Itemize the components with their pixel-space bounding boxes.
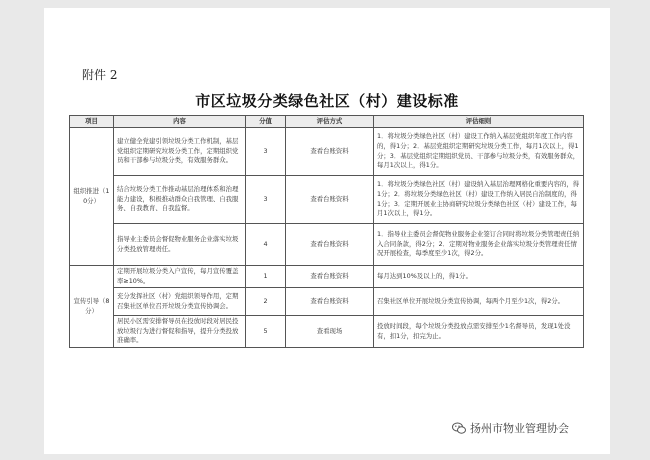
criteria-cell: 投放时间段，每个垃圾分类投放点需安排至少1名督导员，发现1处没有，扣1分，扣完为止。 — [374, 316, 584, 348]
wechat-icon — [452, 422, 466, 435]
watermark-text: 扬州市物业管理协会 — [470, 422, 569, 435]
criteria-cell: 1．指导业主委员会督促物业服务企业签订合同时将垃圾分类管理责任纳入合同条款，得2分；2．定期对物业服务企业落实垃圾分类管理责任情况开展检查，每季度至少1次，得2分。 — [374, 224, 584, 266]
standards-table — [69, 115, 584, 348]
method-cell: 查看台账资料 — [286, 288, 374, 316]
score-cell: 3 — [246, 176, 286, 224]
content-cell: 充分发挥社区（村）党组织领导作用，定期召集社区单位召开垃圾分类宣传协调会。 — [114, 288, 246, 316]
page-title: 市区垃圾分类绿色社区（村）建设标准 — [195, 92, 459, 110]
method-cell: 查看台账资料 — [286, 128, 374, 176]
document-page — [44, 8, 610, 454]
score-cell: 5 — [246, 316, 286, 348]
header-content: 内容 — [114, 116, 246, 128]
criteria-cell: 每月达到10%及以上的，得1分。 — [374, 266, 584, 288]
table-row — [70, 316, 584, 348]
table-row — [70, 176, 584, 224]
method-cell: 查看台账资料 — [286, 266, 374, 288]
criteria-cell: 召集社区单位开展垃圾分类宣传协调，每两个月至少1次，得2分。 — [374, 288, 584, 316]
table-row — [70, 288, 584, 316]
category-cell: 宣传引导（8分） — [70, 266, 114, 348]
method-cell: 查看台账资料 — [286, 176, 374, 224]
content-cell: 指导业主委员会督促物业服务企业落实垃圾分类投放管理责任。 — [114, 224, 246, 266]
score-cell: 3 — [246, 128, 286, 176]
criteria-cell: 1．将垃圾分类绿色社区（村）建设纳入基层治理网格化重要内容的，得1分；2．将垃圾分类绿色社区（村）建设工作纳入居民自治制度的，得1分；3．定期开展业主协商研究垃圾分类绿色社区（村）建设工作，每月1次以上，得1分。 — [374, 176, 584, 224]
category-cell: 组织推进（10分） — [70, 128, 114, 266]
table-row — [70, 266, 584, 288]
content-cell: 结合垃圾分类工作推动基层治理体系和治理能力建设，积极推动群众自我管理、自我服务、自我教育、自我监督。 — [114, 176, 246, 224]
content-cell: 建立健全党建引领垃圾分类工作机制，基层党组织定期研究垃圾分类工作，定期组织党员和干部参与垃圾分类，有效服务群众。 — [114, 128, 246, 176]
table-row — [70, 224, 584, 266]
method-cell: 查看台账资料 — [286, 224, 374, 266]
score-cell: 2 — [246, 288, 286, 316]
watermark — [452, 420, 569, 436]
content-cell: 居民小区需安排督导员在投放时段对居民投放垃圾行为进行督促和指导，提升分类投放准确率。 — [114, 316, 246, 348]
content-cell: 定期开展垃圾分类入户宣传，每月宣传覆盖率≥10%。 — [114, 266, 246, 288]
score-cell: 1 — [246, 266, 286, 288]
criteria-cell: 1．将垃圾分类绿色社区（村）建设工作纳入基层党组织年度工作内容的，得1分；2．基层党组织定期研究垃圾分类工作，每月1次以上，得1分；3．基层党组织定期组织党员、干部参与垃圾分类，有效服务群众，每月1次以上，得1分。 — [374, 128, 584, 176]
header-criteria: 评估细则 — [374, 116, 584, 128]
header-project: 项目 — [70, 116, 114, 128]
method-cell: 查看现场 — [286, 316, 374, 348]
table-header-row — [70, 116, 584, 128]
header-method: 评估方式 — [286, 116, 374, 128]
score-cell: 4 — [246, 224, 286, 266]
attachment-label: 附件 2 — [82, 68, 118, 82]
table-row — [70, 128, 584, 176]
header-score: 分值 — [246, 116, 286, 128]
